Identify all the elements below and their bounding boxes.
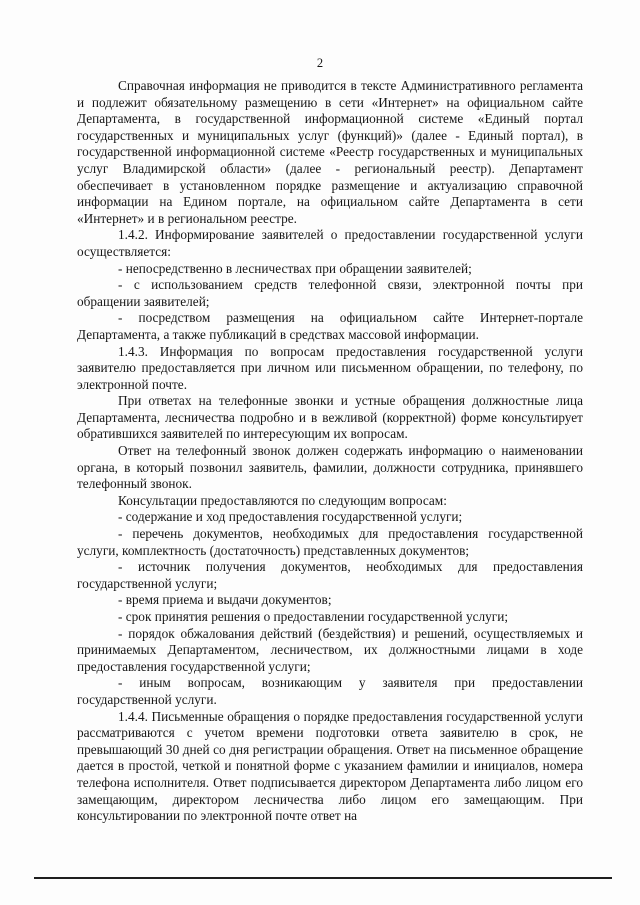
paragraph-1-4-3: 1.4.3. Информация по вопросам предоставления государственной услуги заявителю предоставляется при личном или письменном обращении, по телефону, по электронной почте. [77, 343, 583, 392]
list-item-website-media: - посредством размещения на официальном сайте Интернет-портале Департамента, а также публикаций в средствах массовой информации. [77, 310, 583, 342]
bottom-divider [34, 877, 612, 879]
list-item-document-source: - источник получения документов, необходимых для предоставления государственной услуги; [77, 559, 583, 591]
list-item-reception-time: - время приема и выдачи документов; [118, 592, 332, 608]
body-text [77, 78, 583, 825]
paragraph-1-4-2: 1.4.2. Информирование заявителей о предоставлении государственной услуги осуществляется: [77, 227, 583, 259]
paragraph-phone-call-content: Ответ на телефонный звонок должен содержать информацию о наименовании органа, в который позвонил заявитель, фамилии, должности сотрудника, принявшего телефонный звонок. [77, 443, 583, 492]
paragraph-1-4-4: 1.4.4. Письменные обращения о порядке предоставления государственной услуги рассматриваются с учетом времени подготовки ответа заявителю в срок, не превышающий 30 дней со дня регистрации обращения. Ответ на письменное обращение дается в простой, четкой и понятной форме с указанием фамилии и инициалов, номера телефона исполнителя. Ответ подписывается директором Департамента либо лицом его замещающим, директором лесничества либо лицом его замещающим. При консультировании по электронной почте ответ на [77, 708, 583, 824]
list-item-appeal-procedure: - порядок обжалования действий (бездействия) и решений, осуществляемых и принимаемых Департаментом, лесничеством, их должностными лицами в ходе предоставления государственной услуги; [77, 625, 583, 674]
list-item-service-progress: - содержание и ход предоставления государственной услуги; [118, 509, 463, 525]
paragraph-phone-answers: При ответах на телефонные звонки и устные обращения должностные лица Департамента, лесничества подробно и в вежливой (корректной) форме консультирует обратившихся заявителей по интересующим их вопросам. [77, 393, 583, 442]
list-item-decision-deadline: - срок принятия решения о предоставлении государственной услуги; [118, 609, 509, 624]
paragraph-reference-info: Справочная информация не приводится в тексте Административного регламента и подлежит обязательному размещению в сети «Интернет» на официальном сайте Департамента, в государственной информационной системе «Единый портал государственных и муниципальных услуг (функций)» (далее - Единый портал), в государственной информационной системе «Реестр государственных и муниципальных услуг Владимирской области» (далее - региональный реестр). Департамент обеспечивает в установленном порядке размещение и актуализацию справочной информации на Едином портале, на официальном сайте Департамента в сети «Интернет» и в региональном реестре. [77, 78, 583, 226]
list-item-document-list: - перечень документов, необходимых для предоставления государственной услуги, комплектность (достаточность) представленных документов; [77, 526, 583, 558]
page-number: 2 [316, 56, 324, 70]
list-item-other-questions: - иным вопросам, возникающим у заявителя при предоставлении государственной услуги. [77, 675, 583, 707]
list-item-phone-email: - с использованием средств телефонной связи, электронной почты при обращении заявителей; [77, 277, 583, 309]
paragraph-consultation-topics: Консультации предоставляются по следующим вопросам: [118, 492, 447, 508]
list-item-forestries: - непосредственно в лесничествах при обращении заявителей; [118, 260, 472, 276]
